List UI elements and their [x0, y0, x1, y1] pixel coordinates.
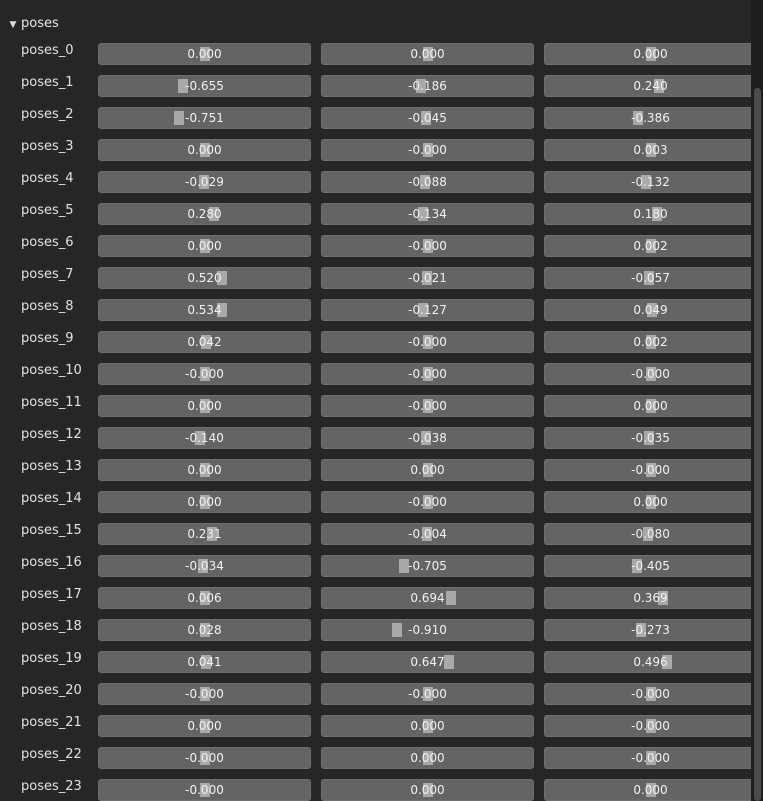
slider-value: 0.000 [410, 751, 445, 765]
pose-row-label: poses_0 [21, 43, 74, 58]
pose-row [0, 294, 751, 326]
value-slider-z[interactable] [544, 299, 757, 321]
slider-value: 0.000 [410, 463, 445, 477]
pose-row-label: poses_4 [21, 171, 74, 186]
slider-value: -0.000 [408, 239, 447, 253]
slider-value: -0.088 [408, 175, 447, 189]
value-slider-x[interactable] [98, 43, 311, 65]
pose-row [0, 422, 751, 454]
value-slider-z[interactable] [544, 235, 757, 257]
slider-value: -0.000 [185, 367, 224, 381]
slider-value: -0.029 [185, 175, 224, 189]
value-slider-y[interactable] [321, 779, 534, 801]
slider-value: 0.520 [187, 271, 222, 285]
value-slider-y[interactable] [321, 171, 534, 193]
pose-row-label: poses_20 [21, 683, 82, 698]
slider-value: -0.038 [408, 431, 447, 445]
slider-value: -0.000 [631, 367, 670, 381]
pose-row-label: poses_2 [21, 107, 74, 122]
pose-row-label: poses_10 [21, 363, 82, 378]
slider-value: -0.134 [408, 207, 447, 221]
slider-value: -0.140 [185, 431, 224, 445]
value-slider-z[interactable] [544, 523, 757, 545]
section-title: poses [21, 16, 59, 31]
slider-value: -0.127 [408, 303, 447, 317]
slider-value: 0.000 [410, 719, 445, 733]
slider-value: -0.000 [408, 367, 447, 381]
slider-value: 0.280 [187, 207, 222, 221]
value-slider-z[interactable] [544, 715, 757, 737]
value-slider-x[interactable] [98, 203, 311, 225]
value-slider-z[interactable] [544, 139, 757, 161]
slider-value: -0.751 [185, 111, 224, 125]
slider-value: 0.000 [187, 143, 222, 157]
pose-row-label: poses_6 [21, 235, 74, 250]
pose-row [0, 742, 751, 774]
pose-row [0, 774, 751, 801]
pose-row [0, 102, 751, 134]
pose-row [0, 614, 751, 646]
slider-value: 0.000 [410, 47, 445, 61]
value-slider-z[interactable] [544, 203, 757, 225]
slider-value: 0.180 [633, 207, 668, 221]
value-slider-y[interactable] [321, 651, 534, 673]
pose-row-label: poses_1 [21, 75, 74, 90]
value-slider-x[interactable] [98, 587, 311, 609]
value-slider-y[interactable] [321, 395, 534, 417]
value-slider-y[interactable] [321, 523, 534, 545]
value-slider-x[interactable] [98, 619, 311, 641]
pose-row-label: poses_3 [21, 139, 74, 154]
value-slider-y[interactable] [321, 491, 534, 513]
value-slider-y[interactable] [321, 43, 534, 65]
slider-value: 0.028 [187, 623, 222, 637]
value-slider-x[interactable] [98, 171, 311, 193]
pose-row [0, 678, 751, 710]
slider-value: 0.041 [187, 655, 222, 669]
slider-value: -0.000 [408, 335, 447, 349]
slider-value: 0.000 [633, 495, 668, 509]
value-slider-x[interactable] [98, 715, 311, 737]
pose-row-label: poses_13 [21, 459, 82, 474]
slider-value: -0.000 [631, 687, 670, 701]
slider-value: -0.405 [631, 559, 670, 573]
value-slider-x[interactable] [98, 523, 311, 545]
pose-row [0, 518, 751, 550]
value-slider-y[interactable] [321, 715, 534, 737]
pose-row-label: poses_21 [21, 715, 82, 730]
slider-value: 0.000 [410, 783, 445, 797]
value-slider-z[interactable] [544, 171, 757, 193]
value-slider-x[interactable] [98, 395, 311, 417]
value-slider-x[interactable] [98, 331, 311, 353]
slider-value: 0.000 [633, 47, 668, 61]
pose-row-label: poses_16 [21, 555, 82, 570]
value-slider-x[interactable] [98, 299, 311, 321]
pose-row-label: poses_9 [21, 331, 74, 346]
value-slider-y[interactable] [321, 555, 534, 577]
value-slider-x[interactable] [98, 363, 311, 385]
pose-row-label: poses_15 [21, 523, 82, 538]
slider-value: 0.496 [633, 655, 668, 669]
value-slider-z[interactable] [544, 747, 757, 769]
slider-value: 0.000 [187, 495, 222, 509]
slider-value: -0.186 [408, 79, 447, 93]
slider-value: -0.000 [185, 751, 224, 765]
pose-row [0, 486, 751, 518]
scrollbar-thumb[interactable] [754, 88, 761, 801]
pose-row [0, 70, 751, 102]
value-slider-z[interactable] [544, 395, 757, 417]
value-slider-z[interactable] [544, 491, 757, 513]
slider-value: -0.057 [631, 271, 670, 285]
pose-row [0, 454, 751, 486]
pose-row-label: poses_23 [21, 779, 82, 794]
value-slider-x[interactable] [98, 779, 311, 801]
pose-row [0, 262, 751, 294]
value-slider-z[interactable] [544, 555, 757, 577]
slider-value: 0.000 [187, 239, 222, 253]
value-slider-y[interactable] [321, 107, 534, 129]
value-slider-x[interactable] [98, 235, 311, 257]
slider-value: -0.000 [408, 495, 447, 509]
slider-value: 0.003 [633, 143, 668, 157]
pose-row-label: poses_19 [21, 651, 82, 666]
slider-value: -0.000 [631, 719, 670, 733]
value-slider-y[interactable] [321, 331, 534, 353]
value-slider-x[interactable] [98, 459, 311, 481]
value-slider-z[interactable] [544, 75, 757, 97]
value-slider-x[interactable] [98, 107, 311, 129]
slider-value: -0.035 [631, 431, 670, 445]
value-slider-y[interactable] [321, 203, 534, 225]
slider-value: -0.034 [185, 559, 224, 573]
pose-row [0, 550, 751, 582]
slider-value: 0.694 [410, 591, 445, 605]
value-slider-y[interactable] [321, 75, 534, 97]
pose-row-label: poses_7 [21, 267, 74, 282]
value-slider-z[interactable] [544, 459, 757, 481]
slider-value: -0.000 [185, 783, 224, 797]
vertical-scrollbar[interactable] [751, 0, 763, 801]
pose-row [0, 326, 751, 358]
value-slider-x[interactable] [98, 139, 311, 161]
slider-value: 0.006 [187, 591, 222, 605]
poses-list [0, 38, 751, 801]
pose-row [0, 166, 751, 198]
pose-row-label: poses_18 [21, 619, 82, 634]
slider-value: -0.000 [631, 463, 670, 477]
slider-value: -0.910 [408, 623, 447, 637]
collapse-caret-icon[interactable]: ▼ [9, 20, 17, 30]
slider-value: 0.000 [187, 47, 222, 61]
slider-value: -0.132 [631, 175, 670, 189]
pose-row [0, 134, 751, 166]
slider-value: 0.000 [187, 463, 222, 477]
value-slider-y[interactable] [321, 683, 534, 705]
value-slider-x[interactable] [98, 491, 311, 513]
pose-row-label: poses_8 [21, 299, 74, 314]
slider-value: 0.042 [187, 335, 222, 349]
pose-row [0, 710, 751, 742]
pose-row [0, 230, 751, 262]
pose-row [0, 390, 751, 422]
slider-value: -0.386 [631, 111, 670, 125]
value-slider-y[interactable] [321, 747, 534, 769]
slider-value: -0.000 [408, 143, 447, 157]
value-slider-x[interactable] [98, 747, 311, 769]
slider-value: 0.000 [187, 719, 222, 733]
slider-value: -0.000 [631, 751, 670, 765]
value-slider-z[interactable] [544, 779, 757, 801]
value-slider-z[interactable] [544, 651, 757, 673]
pose-row-label: poses_17 [21, 587, 82, 602]
value-slider-z[interactable] [544, 683, 757, 705]
value-slider-y[interactable] [321, 363, 534, 385]
slider-value: -0.000 [408, 687, 447, 701]
value-slider-y[interactable] [321, 139, 534, 161]
value-slider-y[interactable] [321, 459, 534, 481]
slider-value: 0.534 [187, 303, 222, 317]
value-slider-x[interactable] [98, 651, 311, 673]
slider-value: 0.000 [633, 399, 668, 413]
slider-value: 0.647 [410, 655, 445, 669]
slider-value: 0.000 [187, 399, 222, 413]
pose-row-label: poses_11 [21, 395, 82, 410]
value-slider-z[interactable] [544, 43, 757, 65]
pose-row [0, 582, 751, 614]
slider-value: 0.000 [633, 783, 668, 797]
slider-value: -0.004 [408, 527, 447, 541]
value-slider-z[interactable] [544, 331, 757, 353]
slider-value: -0.273 [631, 623, 670, 637]
value-slider-y[interactable] [321, 267, 534, 289]
slider-value: -0.000 [185, 687, 224, 701]
slider-value: -0.705 [408, 559, 447, 573]
slider-value: 0.049 [633, 303, 668, 317]
slider-value: 0.231 [187, 527, 222, 541]
value-slider-x[interactable] [98, 427, 311, 449]
value-slider-z[interactable] [544, 363, 757, 385]
pose-row [0, 646, 751, 678]
value-slider-x[interactable] [98, 555, 311, 577]
value-slider-x[interactable] [98, 683, 311, 705]
pose-row [0, 198, 751, 230]
value-slider-x[interactable] [98, 267, 311, 289]
slider-value: -0.021 [408, 271, 447, 285]
value-slider-z[interactable] [544, 619, 757, 641]
value-slider-y[interactable] [321, 235, 534, 257]
value-slider-x[interactable] [98, 75, 311, 97]
value-slider-y[interactable] [321, 587, 534, 609]
pose-row-label: poses_14 [21, 491, 82, 506]
value-slider-z[interactable] [544, 267, 757, 289]
pose-row [0, 38, 751, 70]
slider-value: -0.080 [631, 527, 670, 541]
slider-value: -0.655 [185, 79, 224, 93]
value-slider-z[interactable] [544, 587, 757, 609]
value-slider-y[interactable] [321, 427, 534, 449]
slider-value: 0.369 [633, 591, 668, 605]
pose-row-label: poses_5 [21, 203, 74, 218]
value-slider-y[interactable] [321, 299, 534, 321]
value-slider-z[interactable] [544, 107, 757, 129]
value-slider-z[interactable] [544, 427, 757, 449]
value-slider-y[interactable] [321, 619, 534, 641]
slider-value: 0.002 [633, 335, 668, 349]
slider-value: 0.002 [633, 239, 668, 253]
pose-row-label: poses_12 [21, 427, 82, 442]
slider-value: -0.000 [408, 399, 447, 413]
slider-value: -0.045 [408, 111, 447, 125]
pose-row-label: poses_22 [21, 747, 82, 762]
slider-value: 0.240 [633, 79, 668, 93]
pose-row [0, 358, 751, 390]
